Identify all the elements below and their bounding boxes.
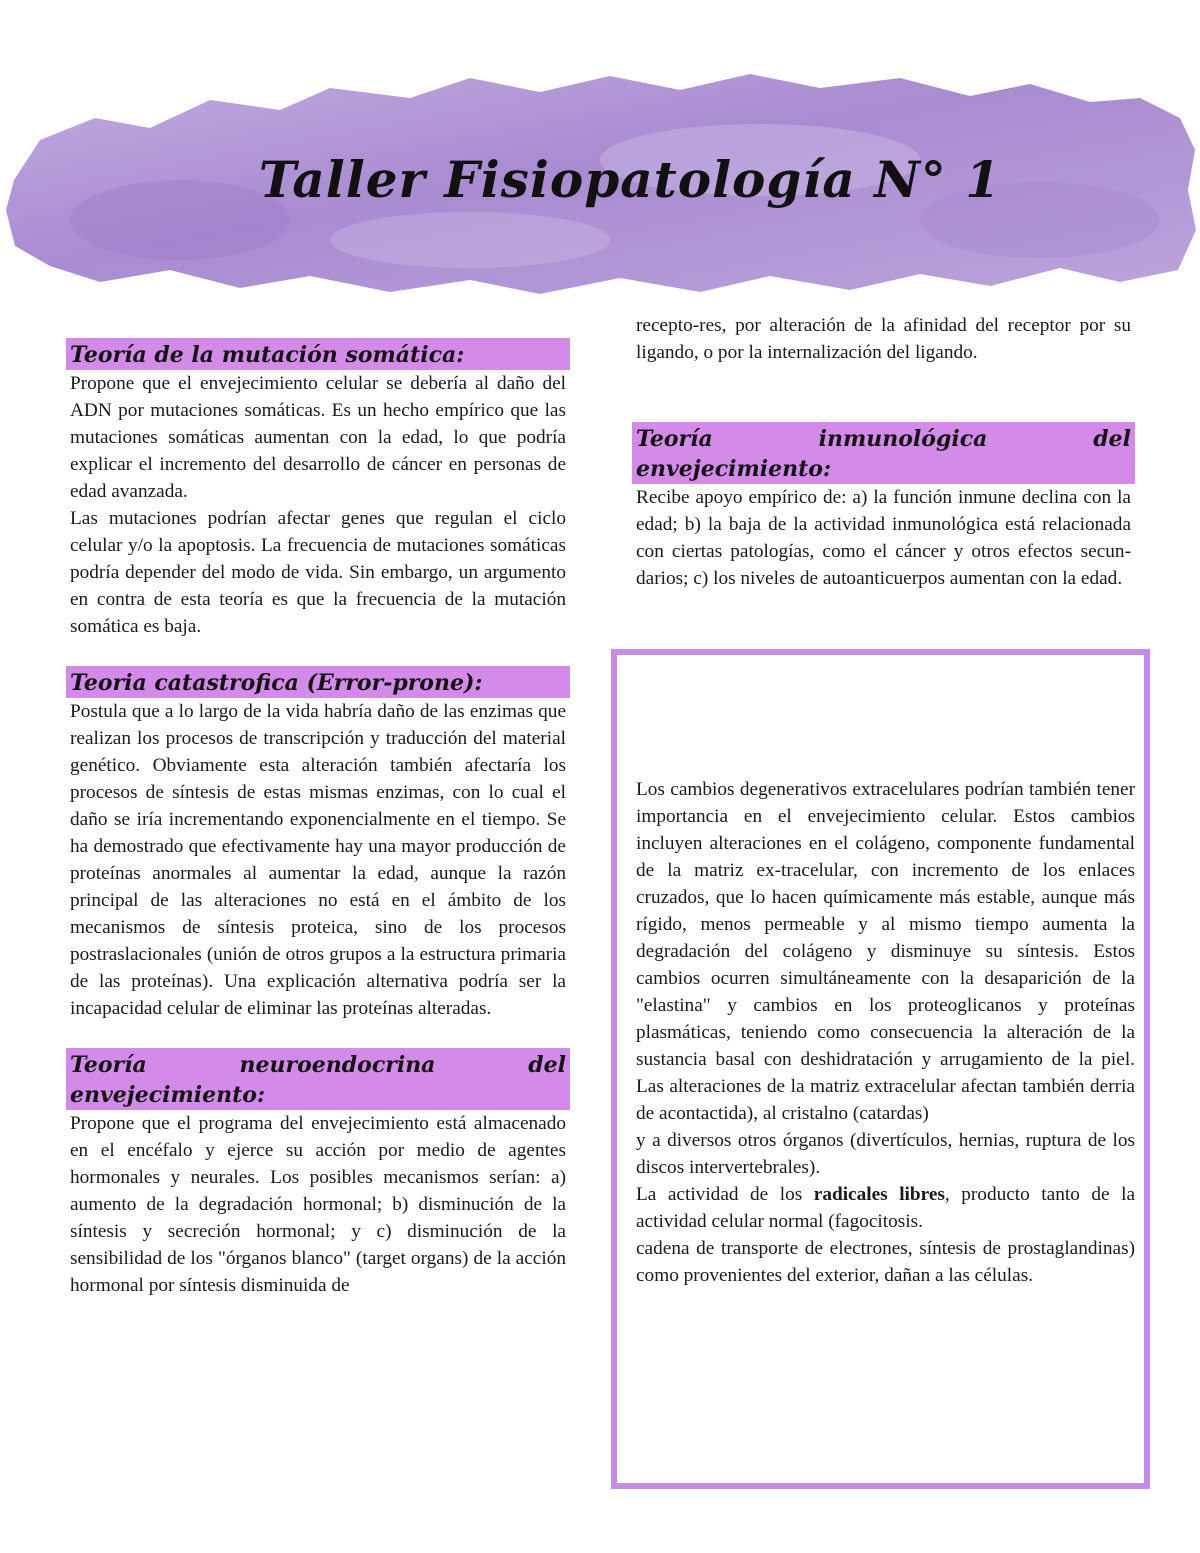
section-text: Propone que el programa del envejecimiento está almacenado en el encéfalo y ejerce su acción por medio de agentes hormonales y neurales. Los posibles mecanismos serían: a) aumento de la degradación hormonal; b) disminución de la síntesis y secreción hormonal; y c) disminución de la sensibilidad de los "órganos blanco" (target organs) de la acción hormonal por síntesis disminuida de bbox=[70, 1113, 566, 1296]
section-heading-neuroendocrine: Teoría neuroendocrina del envejecimiento: bbox=[66, 1048, 570, 1110]
continuation-text: recepto-res, por alteración de la afinidad del receptor por su ligando, o por la internalización del ligando. bbox=[636, 315, 1131, 363]
left-column bbox=[66, 338, 570, 1299]
right-column bbox=[632, 312, 1135, 592]
box-text: cadena de transporte de electrones, síntesis de prostaglandinas) como provenientes del exterior, dañan a las células. bbox=[636, 1238, 1135, 1286]
section-text: Las mutaciones podrían afectar genes que regulan el ciclo celular y/o la apoptosis. La frecuencia de mutaciones somáticas podría depender del modo de vida. Sin embargo, un argumento en contra de esta teoría es que la frecuencia de la mutación somática es baja. bbox=[70, 508, 566, 637]
box-text: Los cambios degenerativos extracelulares podrían también tener importancia en el envejecimiento celular. Estos cambios incluyen alteraciones en el colágeno, componente fundamental de la matriz ex-tracelular, con incremento de los enlaces cruzados, que lo hacen químicamente más estable, aunque más rígido, menos permeable y al mismo tiempo aumenta la degradación del colágeno y disminuye su síntesis. Estos cambios ocurren simultáneamente con la desaparición de la "elastina" y cambios en los proteoglicanos y proteínas plasmáticas, teniendo como consecuencia la alteración de la sustancia basal con deshidratación y arrugamiento de la piel. Las alteraciones de la matriz extracelular afectan también derria de acontactida), al cristalno (catardas) bbox=[636, 779, 1135, 1124]
box-text: La actividad de los radicales libres, producto tanto de la actividad celular normal (fagocitosis. bbox=[636, 1184, 1135, 1232]
section-heading-somatic-mutation: Teoría de la mutación somática: bbox=[66, 338, 570, 370]
section-heading-catastrophic: Teoria catastrofica (Error-prone): bbox=[66, 666, 570, 698]
box-content bbox=[632, 776, 1139, 1289]
box-text: y a diversos otros órganos (divertículos, hernias, ruptura de los discos intervertebrales). bbox=[636, 1130, 1135, 1178]
section-heading-immunological: Teoría inmunológica del envejecimiento: bbox=[632, 422, 1135, 484]
section-text: Recibe apoyo empírico de: a) la función inmune declina con la edad; b) la baja de la actividad inmunológica está relacionada con ciertas patologías, como el cáncer y otros efectos secun-darios; c) los niveles de autoanticuerpos aumentan con la edad. bbox=[636, 487, 1131, 589]
section-text: Propone que el envejecimiento celular se debería al daño del ADN por mutaciones somáticas. Es un hecho empírico que las mutaciones somáticas aumentan con la edad, lo que podría explicar el incremento del desarrollo de cáncer en personas de edad avanzada. bbox=[70, 373, 566, 502]
bold-term: radicales libres bbox=[813, 1184, 945, 1205]
section-text: Postula que a lo largo de la vida habría daño de las enzimas que realizan los procesos de transcripción y traducción del material genético. Obviamente esta alteración también afectaría los procesos de síntesis de estas mismas enzimas, con lo cual el daño se iría incrementando exponencialmente en el tiempo. Se ha demostrado que efectivamente hay una mayor producción de proteínas anormales al aumentar la edad, aunque la razón principal de las alteraciones no está en el ámbito de los mecanismos de síntesis proteica, sino de los procesos postraslacionales (unión de otros grupos a la estructura primaria de las proteínas). Una explicación alternativa podría ser la incapacidad celular de eliminar las proteínas alteradas. bbox=[70, 701, 566, 1019]
page-title: Taller Fisiopatología N° 1 bbox=[258, 150, 1002, 209]
